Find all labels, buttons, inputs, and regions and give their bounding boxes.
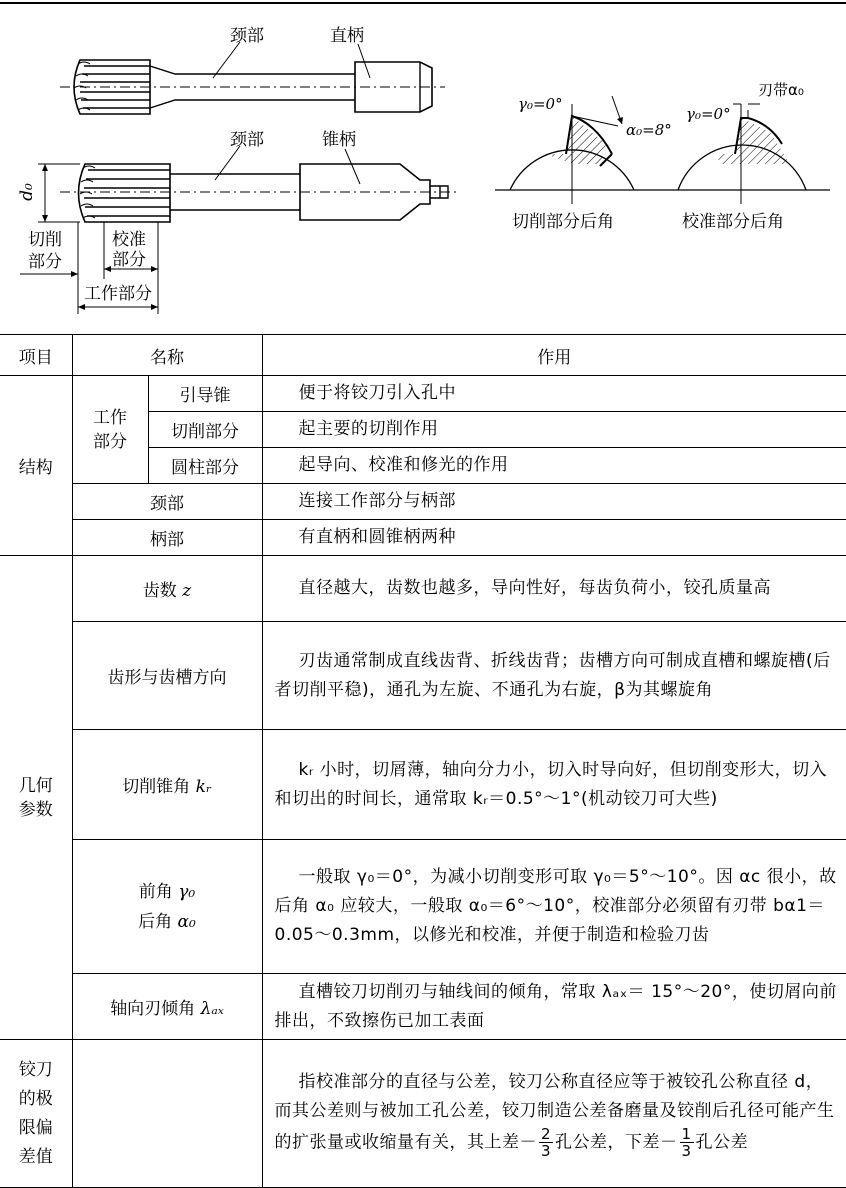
header-item: 项目 — [0, 335, 72, 376]
name-neck: 颈部 — [72, 484, 262, 520]
group-working-part: 工作部分 — [72, 376, 148, 484]
table-row — [0, 520, 846, 556]
label-cutting-part-2: 部分 — [28, 252, 62, 272]
symbol-rake: γ₀ — [178, 881, 196, 902]
label-taper-shank: 锥柄 — [322, 130, 356, 150]
label-margin: 刃带α₀ — [758, 81, 804, 99]
table-row — [0, 484, 846, 520]
label-straight-shank: 直柄 — [330, 26, 364, 46]
label-neck-top: 颈部 — [230, 26, 264, 46]
header-name: 名称 — [72, 335, 262, 376]
caption-cutting-relief: 切削部分后角 — [512, 212, 614, 232]
name-limits-empty — [72, 1040, 262, 1188]
fraction-lower: $\frac{1}{3}$ — [681, 1125, 692, 1160]
label-rake-right: γ₀=0° — [686, 105, 731, 123]
table-header-row — [0, 335, 846, 376]
header-function: 作用 — [262, 335, 846, 376]
table-row — [0, 730, 846, 840]
straight-shank-reamer — [60, 42, 445, 114]
use-tooth-form: 刃齿通常制成直线齿背、折线齿背；齿槽方向可制成直槽和螺旋槽(后者切削平稳)，通孔为左旋、不通孔为右旋，β为其螺旋角 — [262, 622, 846, 730]
label-relief-left: α₀=8° — [626, 121, 672, 139]
name-shank: 柄部 — [72, 520, 262, 556]
symbol-teeth: z — [182, 581, 192, 601]
name-tooth-form: 齿形与齿槽方向 — [72, 622, 262, 730]
name-rake-relief: 前角 γ₀ 后角 α₀ — [72, 840, 262, 974]
category-structure: 结构 — [0, 376, 72, 556]
name-inclination: 轴向刃倾角 λₐₓ — [72, 974, 262, 1040]
label-neck-bottom: 颈部 — [230, 130, 264, 150]
name-cutting-part: 切削部分 — [148, 412, 262, 448]
name-cylinder-part: 圆柱部分 — [148, 448, 262, 484]
symbol-inclination: λₐₓ — [200, 999, 224, 1019]
use-cutting-part: 起主要的切削作用 — [262, 412, 846, 448]
name-lead-taper: 引导锥 — [148, 376, 262, 412]
category-geometry: 几何参数 — [0, 556, 72, 1040]
label-working-part: 工作部分 — [84, 284, 152, 304]
reamer-parameter-table — [0, 334, 846, 1188]
use-cutting-taper: kᵣ 小时，切屑薄，轴向分力小，切入时导向好，但切削变形大，切入和切出的时间长，通常取 kᵣ＝0.5°～1°(机动铰刀可大些) — [262, 730, 846, 840]
category-limits: 铰刀的极限偏差值 — [0, 1040, 72, 1188]
table-row — [0, 1040, 846, 1188]
label-diameter: d₀ — [16, 183, 37, 201]
table-row — [0, 974, 846, 1040]
table-row — [0, 622, 846, 730]
use-limits: 指校准部分的直径与公差，铰刀公称直径应等于被铰孔公称直径 d，而其公差则与被加工孔公差，铰刀制造公差备磨量及铰削后孔径可能产生的扩张量或收缩量有关，其上差－ $\frac{2}{3}$ 孔公差，下差－ $\frac{1}{3}$ 孔公差 — [262, 1040, 846, 1188]
symbol-relief: α₀ — [177, 911, 196, 932]
use-rake-relief: 一般取 γ₀＝0°，为减小切削变形可取 γ₀＝5°～10°。因 αc 很小，故后角 α₀ 应较大，一般取 α₀＝6°～10°，校准部分必须留有刃带 bα1＝0.05～0.3mm，以修光和校准，并便于制造和检验刀齿 — [262, 840, 846, 974]
use-teeth: 直径越大，齿数也越多，导向性好，每齿负荷小，铰孔质量高 — [262, 556, 846, 622]
name-cutting-taper: 切削锥角 kᵣ — [72, 730, 262, 840]
label-calibrating-part-1: 校准 — [112, 230, 146, 250]
table-row — [0, 840, 846, 974]
use-shank: 有直柄和圆锥柄两种 — [262, 520, 846, 556]
label-calibrating-part-2: 部分 — [112, 250, 146, 270]
caption-calibrating-relief: 校准部分后角 — [682, 212, 784, 232]
use-inclination: 直槽铰刀切削刃与轴线间的倾角，常取 λₐₓ＝ 15°～20°，使切屑向前排出，不致擦伤已加工表面 — [262, 974, 846, 1040]
fraction-upper: $\frac{2}{3}$ — [541, 1125, 552, 1160]
symbol-cutting-taper: kᵣ — [195, 777, 212, 797]
label-rake-left: γ₀=0° — [518, 95, 563, 113]
label-cutting-part-1: 切削 — [28, 230, 62, 250]
table-row — [0, 376, 846, 412]
use-neck: 连接工作部分与柄部 — [262, 484, 846, 520]
use-cylinder-part: 起导向、校准和修光的作用 — [262, 448, 846, 484]
name-teeth: 齿数 z — [72, 556, 262, 622]
reamer-figure — [0, 4, 846, 334]
use-lead-taper: 便于将铰刀引入孔中 — [262, 376, 846, 412]
table-row — [0, 556, 846, 622]
